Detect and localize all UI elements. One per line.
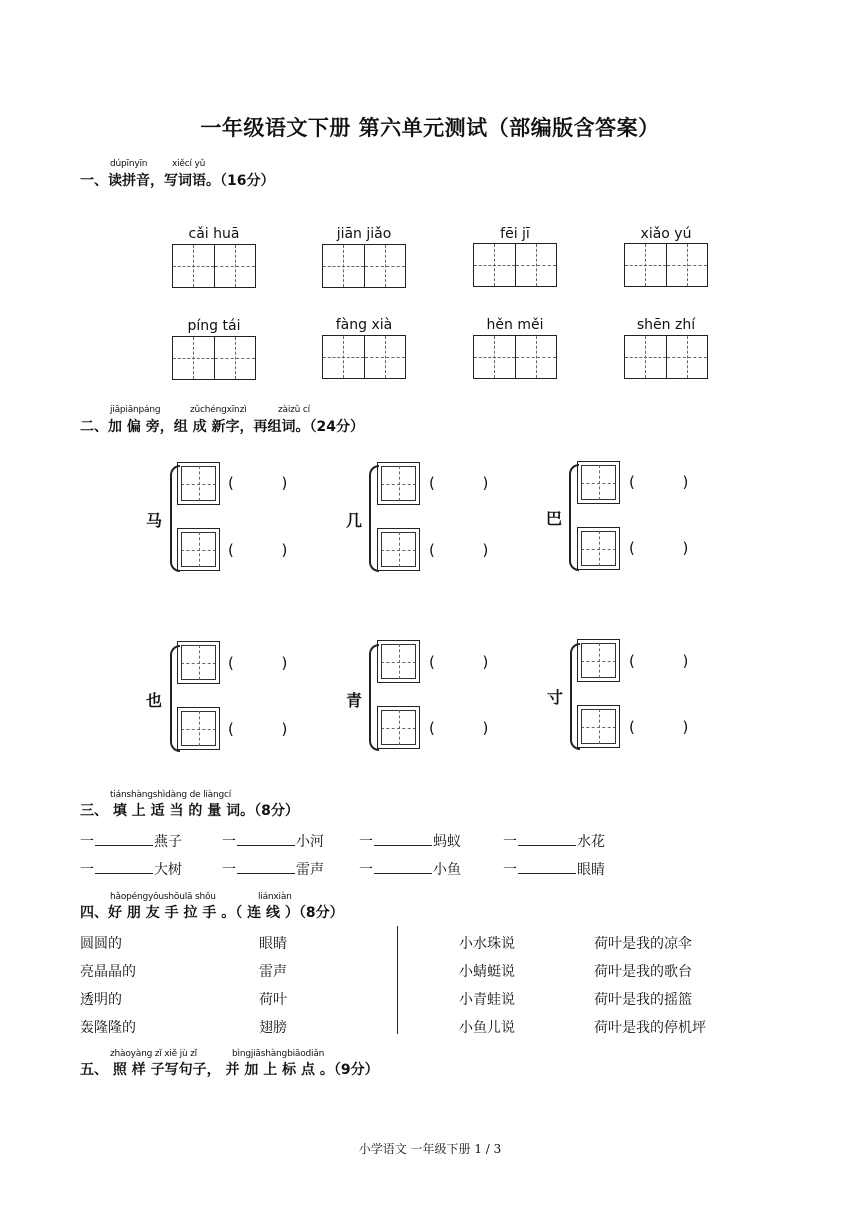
pinyin-label: cǎi huā <box>188 226 240 242</box>
section2-pinyin-c: zàizǔ cí <box>278 405 310 415</box>
match-mid-item[interactable]: 雷声 <box>259 964 287 980</box>
write-grid[interactable] <box>624 335 708 379</box>
char-box[interactable] <box>377 462 420 505</box>
write-grid[interactable] <box>322 244 406 288</box>
section4-pinyin-a: hǎopéngyǒushǒulā shǒu <box>110 892 216 902</box>
char-box[interactable] <box>577 461 620 504</box>
match-mid-item[interactable]: 眼睛 <box>259 936 287 952</box>
section4-pinyin-b: liánxiàn <box>258 892 292 902</box>
word-paren[interactable]: ( ) <box>429 474 489 492</box>
word-paren[interactable]: ( ) <box>629 652 689 670</box>
match-right-speaker[interactable]: 小蜻蜓说 <box>459 964 515 980</box>
write-grid[interactable] <box>624 243 708 287</box>
page-title: 一年级语文下册 第六单元测试（部编版含答案） <box>200 116 660 140</box>
section1-pinyin-a: dúpīnyīn <box>110 159 148 169</box>
base-char: 也 <box>146 691 163 710</box>
word-paren[interactable]: ( ) <box>429 653 489 671</box>
base-char: 巴 <box>546 509 563 528</box>
measure-item[interactable]: 一 燕子 <box>80 834 182 850</box>
match-left-item[interactable]: 圆圆的 <box>80 936 122 952</box>
page-footer: 小学语文 一年级下册 1 / 3 <box>358 1142 502 1156</box>
section3-pinyin: tiánshàngshìdàng de liàngcí <box>110 790 232 800</box>
match-mid-item[interactable]: 翅膀 <box>259 1020 287 1036</box>
measure-item[interactable]: 一 雷声 <box>222 862 324 878</box>
write-grid[interactable] <box>473 335 557 379</box>
word-paren[interactable]: ( ) <box>228 654 288 672</box>
char-box[interactable] <box>577 639 620 682</box>
measure-item[interactable]: 一 蚂蚁 <box>359 834 461 850</box>
write-grid[interactable] <box>172 336 256 380</box>
pinyin-label: xiǎo yú <box>640 226 692 242</box>
char-box[interactable] <box>577 705 620 748</box>
pinyin-label: hěn měi <box>486 317 544 333</box>
match-mid-item[interactable]: 荷叶 <box>259 992 287 1008</box>
base-char: 马 <box>146 511 163 530</box>
base-char: 几 <box>346 511 363 530</box>
match-right-speaker[interactable]: 小水珠说 <box>459 936 515 952</box>
word-paren[interactable]: ( ) <box>629 718 689 736</box>
word-paren[interactable]: ( ) <box>629 539 689 557</box>
char-box[interactable] <box>377 706 420 749</box>
section5-pinyin-b: bìngjiāshàngbiāodiǎn <box>232 1049 325 1059</box>
section2-pinyin-a: jiāpiānpáng <box>110 405 161 415</box>
match-left-item[interactable]: 轰隆隆的 <box>80 1020 136 1036</box>
pinyin-label: jiān jiǎo <box>336 226 392 242</box>
char-box[interactable] <box>177 641 220 684</box>
char-box[interactable] <box>377 528 420 571</box>
section2-pinyin-b: zǔchéngxīnzì <box>190 405 247 415</box>
section3-heading: 三、 填 上 适 当 的 量 词。（8分） <box>80 803 299 819</box>
section1-pinyin-b: xiěcí yǔ <box>172 159 206 169</box>
write-grid[interactable] <box>172 244 256 288</box>
char-box[interactable] <box>377 640 420 683</box>
match-right-phrase[interactable]: 荷叶是我的凉伞 <box>594 936 692 952</box>
pinyin-label: fēi jī <box>500 226 530 242</box>
write-grid[interactable] <box>473 243 557 287</box>
word-paren[interactable]: ( ) <box>429 541 489 559</box>
section1-heading: 一、读拼音，写词语。（16分） <box>80 173 275 189</box>
measure-item[interactable]: 一 小河 <box>222 834 324 850</box>
measure-item[interactable]: 一 大树 <box>80 862 182 878</box>
divider-line <box>397 926 398 1034</box>
section5-pinyin-a: zhàoyàng zǐ xiě jù zǐ <box>110 1049 197 1059</box>
measure-item[interactable]: 一 小鱼 <box>359 862 461 878</box>
pinyin-label: píng tái <box>187 318 241 334</box>
pinyin-label: fàng xià <box>335 317 393 333</box>
char-box[interactable] <box>577 527 620 570</box>
char-box[interactable] <box>177 462 220 505</box>
match-right-phrase[interactable]: 荷叶是我的歌台 <box>594 964 692 980</box>
match-right-speaker[interactable]: 小鱼儿说 <box>459 1020 515 1036</box>
word-paren[interactable]: ( ) <box>228 474 288 492</box>
section4-heading: 四、好 朋 友 手 拉 手 。（ 连 线 ）（8分） <box>80 905 344 921</box>
section5-heading: 五、 照 样 子写句子， 并 加 上 标 点 。（9分） <box>80 1062 379 1078</box>
word-paren[interactable]: ( ) <box>228 720 288 738</box>
word-paren[interactable]: ( ) <box>429 719 489 737</box>
write-grid[interactable] <box>322 335 406 379</box>
base-char: 寸 <box>547 688 564 707</box>
match-left-item[interactable]: 透明的 <box>80 992 122 1008</box>
char-box[interactable] <box>177 707 220 750</box>
section2-heading: 二、加 偏 旁，组 成 新字，再组词。（24分） <box>80 419 364 435</box>
match-right-phrase[interactable]: 荷叶是我的摇篮 <box>594 992 692 1008</box>
match-right-phrase[interactable]: 荷叶是我的停机坪 <box>594 1020 706 1036</box>
word-paren[interactable]: ( ) <box>228 541 288 559</box>
measure-item[interactable]: 一 水花 <box>503 834 605 850</box>
base-char: 青 <box>346 691 363 710</box>
match-right-speaker[interactable]: 小青蛙说 <box>459 992 515 1008</box>
match-left-item[interactable]: 亮晶晶的 <box>80 964 136 980</box>
pinyin-label: shēn zhí <box>636 317 696 333</box>
char-box[interactable] <box>177 528 220 571</box>
word-paren[interactable]: ( ) <box>629 473 689 491</box>
measure-item[interactable]: 一 眼睛 <box>503 862 605 878</box>
